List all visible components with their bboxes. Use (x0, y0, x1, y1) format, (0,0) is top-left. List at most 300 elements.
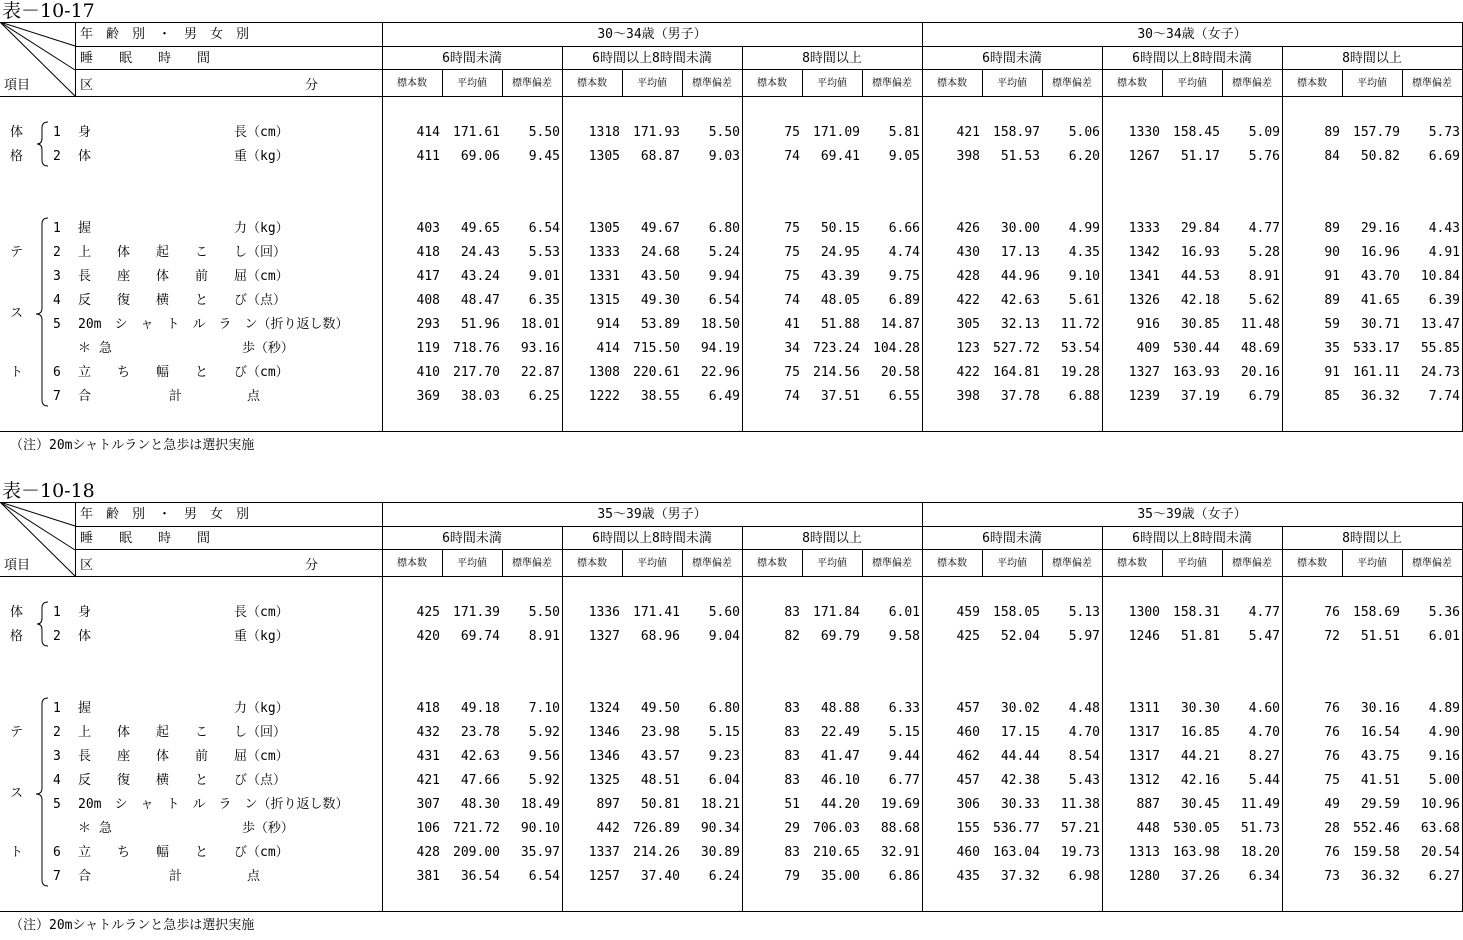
sample-count: 1317 (1128, 749, 1160, 764)
mean-value: 214.56 (813, 365, 860, 380)
stat-header: 標本数 (577, 558, 607, 569)
sample-count: 305 (956, 317, 980, 332)
mean-value: 29.59 (1360, 797, 1400, 812)
brace-body (37, 122, 48, 166)
sample-count: 431 (416, 749, 440, 764)
item-name: 長 座 体 前 屈（cm） (78, 749, 289, 764)
sample-count: 293 (416, 317, 440, 332)
stat-header: 平均値 (997, 78, 1027, 89)
mean-value: 158.69 (1353, 605, 1400, 620)
std-deviation: 6.35 (528, 293, 560, 308)
category-label-right: 分 (305, 558, 319, 573)
std-deviation: 9.01 (528, 269, 560, 284)
side-label-test: ト (10, 365, 24, 380)
mean-value: 42.38 (1000, 773, 1040, 788)
group-female-header: 35～39歳（女子） (1137, 507, 1247, 522)
std-deviation: 6.24 (708, 869, 740, 884)
mean-value: 51.81 (1180, 629, 1220, 644)
std-deviation: 4.89 (1428, 701, 1460, 716)
sample-count: 85 (1324, 389, 1340, 404)
item-name: 立 ち 幅 と び（cm） (78, 845, 289, 860)
mean-value: 17.15 (1000, 725, 1040, 740)
sample-count: 460 (956, 845, 980, 860)
mean-value: 163.04 (993, 845, 1040, 860)
std-deviation: 6.27 (1428, 869, 1460, 884)
sleep-category-header: 6時間未満 (442, 51, 502, 66)
mean-value: 44.96 (1000, 269, 1040, 284)
sample-count: 1331 (588, 269, 620, 284)
std-deviation: 4.35 (1068, 245, 1100, 260)
age-sex-label: 年 齢 別 ・ 男 女 別 (80, 27, 250, 42)
mean-value: 163.93 (1173, 365, 1220, 380)
sleep-category-header: 6時間以上8時間未満 (1132, 531, 1252, 546)
sample-count: 1308 (588, 365, 620, 380)
mean-value: 36.32 (1360, 869, 1400, 884)
std-deviation: 55.85 (1420, 341, 1460, 356)
sample-count: 426 (956, 221, 980, 236)
mean-value: 69.41 (820, 149, 860, 164)
sample-count: 430 (956, 245, 980, 260)
sample-count: 89 (1324, 221, 1340, 236)
item-number: 1 (53, 605, 61, 620)
mean-value: 48.47 (460, 293, 500, 308)
mean-value: 53.89 (640, 317, 680, 332)
mean-value: 69.06 (460, 149, 500, 164)
item-number: 5 (53, 797, 61, 812)
std-deviation: 57.21 (1060, 821, 1100, 836)
item-name: 上 体 起 こ し（回） (78, 725, 287, 740)
mean-value: 51.96 (460, 317, 500, 332)
mean-value: 49.65 (460, 221, 500, 236)
item-name: 20m シ ャ ト ル ラ ン（折り返し数） (78, 317, 349, 332)
mean-value: 42.63 (1000, 293, 1040, 308)
sample-count: 410 (416, 365, 440, 380)
std-deviation: 4.43 (1428, 221, 1460, 236)
sample-count: 83 (784, 773, 800, 788)
sample-count: 1280 (1128, 869, 1160, 884)
sleep-category-header: 6時間未満 (982, 531, 1042, 546)
std-deviation: 8.91 (528, 629, 560, 644)
mean-value: 209.00 (453, 845, 500, 860)
table-block (0, 0, 1463, 460)
item-name: ＊ 急 歩（秒） (78, 821, 294, 836)
sample-count: 432 (416, 725, 440, 740)
std-deviation: 18.50 (700, 317, 740, 332)
item-number: 2 (53, 629, 61, 644)
sample-count: 90 (1324, 245, 1340, 260)
std-deviation: 20.16 (1240, 365, 1280, 380)
std-deviation: 4.99 (1068, 221, 1100, 236)
mean-value: 158.05 (993, 605, 1040, 620)
std-deviation: 5.24 (708, 245, 740, 260)
mean-value: 47.66 (460, 773, 500, 788)
group-male-header: 30～34歳（男子） (597, 27, 707, 42)
sample-count: 462 (956, 749, 980, 764)
std-deviation: 11.49 (1240, 797, 1280, 812)
category-label-right: 分 (305, 78, 319, 93)
mean-value: 24.68 (640, 245, 680, 260)
sample-count: 1337 (588, 845, 620, 860)
std-deviation: 6.01 (888, 605, 920, 620)
item-name: 身 長（cm） (78, 605, 289, 620)
std-deviation: 7.74 (1428, 389, 1460, 404)
mean-value: 49.67 (640, 221, 680, 236)
sample-count: 914 (596, 317, 620, 332)
std-deviation: 5.76 (1248, 149, 1280, 164)
sample-count: 916 (1136, 317, 1160, 332)
mean-value: 37.19 (1180, 389, 1220, 404)
mean-value: 51.88 (820, 317, 860, 332)
sample-count: 1267 (1128, 149, 1160, 164)
std-deviation: 19.28 (1060, 365, 1100, 380)
age-sex-label: 年 齢 別 ・ 男 女 別 (80, 507, 250, 522)
std-deviation: 32.91 (880, 845, 920, 860)
mean-value: 42.16 (1180, 773, 1220, 788)
mean-value: 41.47 (820, 749, 860, 764)
sleep-category-header: 8時間以上 (1342, 531, 1402, 546)
sample-count: 1333 (1128, 221, 1160, 236)
std-deviation: 6.66 (888, 221, 920, 236)
mean-value: 43.75 (1360, 749, 1400, 764)
sample-count: 1305 (588, 221, 620, 236)
mean-value: 42.63 (460, 749, 500, 764)
mean-value: 715.50 (633, 341, 680, 356)
sample-count: 1327 (588, 629, 620, 644)
mean-value: 69.74 (460, 629, 500, 644)
std-deviation: 24.73 (1420, 365, 1460, 380)
footnote: （注）20mシャトルランと急歩は選択実施 (10, 438, 255, 453)
side-label-test: テ (10, 725, 24, 740)
sample-count: 83 (784, 701, 800, 716)
mean-value: 51.51 (1360, 629, 1400, 644)
std-deviation: 6.54 (708, 293, 740, 308)
mean-value: 35.00 (820, 869, 860, 884)
mean-value: 16.93 (1180, 245, 1220, 260)
group-male-header: 35～39歳（男子） (597, 507, 707, 522)
mean-value: 43.57 (640, 749, 680, 764)
sample-count: 82 (784, 629, 800, 644)
std-deviation: 5.00 (1428, 773, 1460, 788)
mean-value: 718.76 (453, 341, 500, 356)
std-deviation: 10.96 (1420, 797, 1460, 812)
mean-value: 43.50 (640, 269, 680, 284)
std-deviation: 18.20 (1240, 845, 1280, 860)
mean-value: 29.84 (1180, 221, 1220, 236)
item-number: 5 (53, 317, 61, 332)
stat-header: 標本数 (1297, 78, 1327, 89)
std-deviation: 5.15 (888, 725, 920, 740)
sample-count: 414 (416, 125, 440, 140)
side-label-body: 体 (10, 125, 24, 140)
mean-value: 30.30 (1180, 701, 1220, 716)
std-deviation: 18.21 (700, 797, 740, 812)
std-deviation: 6.86 (888, 869, 920, 884)
mean-value: 43.24 (460, 269, 500, 284)
item-number: 6 (53, 365, 61, 380)
diagonal-line (0, 22, 75, 46)
mean-value: 552.46 (1353, 821, 1400, 836)
sample-count: 1342 (1128, 245, 1160, 260)
brace-body (37, 602, 48, 646)
std-deviation: 10.84 (1420, 269, 1460, 284)
mean-value: 16.85 (1180, 725, 1220, 740)
std-deviation: 5.50 (528, 605, 560, 620)
item-name: ＊ 急 歩（秒） (78, 341, 294, 356)
mean-value: 533.17 (1353, 341, 1400, 356)
std-deviation: 5.47 (1248, 629, 1280, 644)
std-deviation: 9.10 (1068, 269, 1100, 284)
sample-count: 76 (1324, 725, 1340, 740)
sample-count: 420 (416, 629, 440, 644)
item-name: 体 重（kg） (78, 149, 289, 164)
mean-value: 158.97 (993, 125, 1040, 140)
sample-count: 414 (596, 341, 620, 356)
sample-count: 1311 (1128, 701, 1160, 716)
mean-value: 36.54 (460, 869, 500, 884)
sleep-category-header: 6時間以上8時間未満 (592, 531, 712, 546)
mean-value: 38.55 (640, 389, 680, 404)
sample-count: 155 (956, 821, 980, 836)
item-name: 長 座 体 前 屈（cm） (78, 269, 289, 284)
stat-header: 標準偏差 (512, 78, 552, 89)
std-deviation: 5.53 (528, 245, 560, 260)
std-deviation: 9.94 (708, 269, 740, 284)
side-label-test: ス (10, 786, 24, 801)
sample-count: 1346 (588, 749, 620, 764)
std-deviation: 6.54 (528, 869, 560, 884)
mean-value: 68.96 (640, 629, 680, 644)
mean-value: 214.26 (633, 845, 680, 860)
mean-value: 37.40 (640, 869, 680, 884)
sample-count: 421 (956, 125, 980, 140)
side-label-test: ス (10, 306, 24, 321)
std-deviation: 35.97 (520, 845, 560, 860)
sample-count: 408 (416, 293, 440, 308)
item-name: 反 復 横 と び（点） (78, 773, 287, 788)
sample-count: 35 (1324, 341, 1340, 356)
sleep-time-label: 睡 眠 時 間 (80, 51, 211, 66)
std-deviation: 5.44 (1248, 773, 1280, 788)
std-deviation: 5.43 (1068, 773, 1100, 788)
mean-value: 48.05 (820, 293, 860, 308)
std-deviation: 88.68 (880, 821, 920, 836)
mean-value: 68.87 (640, 149, 680, 164)
sample-count: 398 (956, 389, 980, 404)
mean-value: 171.41 (633, 605, 680, 620)
std-deviation: 6.54 (528, 221, 560, 236)
sample-count: 442 (596, 821, 620, 836)
stat-header: 平均値 (817, 558, 847, 569)
sample-count: 49 (1324, 797, 1340, 812)
mean-value: 171.93 (633, 125, 680, 140)
item-number: 7 (53, 869, 61, 884)
item-name: 合 計 点 (78, 869, 261, 884)
mean-value: 41.51 (1360, 773, 1400, 788)
mean-value: 171.39 (453, 605, 500, 620)
item-number: 2 (53, 725, 61, 740)
std-deviation: 6.80 (708, 221, 740, 236)
mean-value: 220.61 (633, 365, 680, 380)
stat-header: 標準偏差 (872, 558, 912, 569)
footnote: （注）20mシャトルランと急歩は選択実施 (10, 918, 255, 933)
std-deviation: 5.92 (528, 725, 560, 740)
item-number: 1 (53, 221, 61, 236)
sleep-category-header: 6時間以上8時間未満 (592, 51, 712, 66)
std-deviation: 22.87 (520, 365, 560, 380)
mean-value: 50.82 (1360, 149, 1400, 164)
std-deviation: 9.03 (708, 149, 740, 164)
item-number: 4 (53, 773, 61, 788)
sample-count: 1330 (1128, 125, 1160, 140)
sample-count: 428 (956, 269, 980, 284)
sample-count: 83 (784, 845, 800, 860)
sleep-category-header: 6時間未満 (442, 531, 502, 546)
std-deviation: 90.10 (520, 821, 560, 836)
std-deviation: 13.47 (1420, 317, 1460, 332)
std-deviation: 9.44 (888, 749, 920, 764)
brace-test (36, 698, 48, 886)
std-deviation: 5.92 (528, 773, 560, 788)
mean-value: 43.70 (1360, 269, 1400, 284)
std-deviation: 4.70 (1248, 725, 1280, 740)
mean-value: 44.20 (820, 797, 860, 812)
sample-count: 1341 (1128, 269, 1160, 284)
stat-header: 平均値 (997, 558, 1027, 569)
std-deviation: 5.06 (1068, 125, 1100, 140)
mean-value: 30.71 (1360, 317, 1400, 332)
sample-count: 417 (416, 269, 440, 284)
mean-value: 30.45 (1180, 797, 1220, 812)
sample-count: 457 (956, 773, 980, 788)
sample-count: 83 (784, 749, 800, 764)
mean-value: 30.33 (1000, 797, 1040, 812)
sample-count: 75 (784, 221, 800, 236)
mean-value: 163.98 (1173, 845, 1220, 860)
std-deviation: 20.58 (880, 365, 920, 380)
std-deviation: 8.27 (1248, 749, 1280, 764)
sample-count: 1312 (1128, 773, 1160, 788)
stat-header: 標本数 (937, 78, 967, 89)
std-deviation: 18.01 (520, 317, 560, 332)
sample-count: 76 (1324, 605, 1340, 620)
mean-value: 42.18 (1180, 293, 1220, 308)
sample-count: 1239 (1128, 389, 1160, 404)
sample-count: 459 (956, 605, 980, 620)
sample-count: 1313 (1128, 845, 1160, 860)
stat-header: 平均値 (1177, 558, 1207, 569)
item-name: 20m シ ャ ト ル ラ ン（折り返し数） (78, 797, 349, 812)
group-female-header: 30～34歳（女子） (1137, 27, 1247, 42)
std-deviation: 9.05 (888, 149, 920, 164)
sample-count: 91 (1324, 269, 1340, 284)
std-deviation: 9.16 (1428, 749, 1460, 764)
std-deviation: 51.73 (1240, 821, 1280, 836)
mean-value: 30.02 (1000, 701, 1040, 716)
sample-count: 428 (416, 845, 440, 860)
item-number: 7 (53, 389, 61, 404)
sample-count: 897 (596, 797, 620, 812)
std-deviation: 14.87 (880, 317, 920, 332)
std-deviation: 5.73 (1428, 125, 1460, 140)
stat-header: 標準偏差 (1412, 78, 1452, 89)
sample-count: 369 (416, 389, 440, 404)
table-title: 表－10-17 (2, 0, 95, 22)
mean-value: 48.51 (640, 773, 680, 788)
item-name: 立 ち 幅 と び（cm） (78, 365, 289, 380)
std-deviation: 5.50 (528, 125, 560, 140)
sample-count: 306 (956, 797, 980, 812)
diagonal-line (0, 22, 75, 70)
std-deviation: 6.01 (1428, 629, 1460, 644)
mean-value: 24.43 (460, 245, 500, 260)
std-deviation: 5.28 (1248, 245, 1280, 260)
mean-value: 158.45 (1173, 125, 1220, 140)
mean-value: 69.79 (820, 629, 860, 644)
sample-count: 457 (956, 701, 980, 716)
std-deviation: 5.81 (888, 125, 920, 140)
item-number: 1 (53, 125, 61, 140)
stat-header: 標本数 (1297, 558, 1327, 569)
item-number: 6 (53, 845, 61, 860)
stat-header: 平均値 (1357, 558, 1387, 569)
mean-value: 726.89 (633, 821, 680, 836)
std-deviation: 19.73 (1060, 845, 1100, 860)
sleep-category-header: 6時間未満 (982, 51, 1042, 66)
stat-header: 標準偏差 (692, 558, 732, 569)
sample-count: 1318 (588, 125, 620, 140)
sample-count: 83 (784, 725, 800, 740)
mean-value: 37.32 (1000, 869, 1040, 884)
sleep-category-header: 8時間以上 (802, 51, 862, 66)
stat-header: 標本数 (937, 558, 967, 569)
sample-count: 75 (784, 125, 800, 140)
sample-count: 74 (784, 149, 800, 164)
mean-value: 30.16 (1360, 701, 1400, 716)
sample-count: 34 (784, 341, 800, 356)
std-deviation: 6.20 (1068, 149, 1100, 164)
mean-value: 16.96 (1360, 245, 1400, 260)
table-block (0, 480, 1463, 940)
std-deviation: 6.89 (888, 293, 920, 308)
std-deviation: 5.61 (1068, 293, 1100, 308)
item-name: 合 計 点 (78, 389, 261, 404)
sample-count: 74 (784, 293, 800, 308)
std-deviation: 11.48 (1240, 317, 1280, 332)
sleep-category-header: 6時間以上8時間未満 (1132, 51, 1252, 66)
sample-count: 435 (956, 869, 980, 884)
mean-value: 157.79 (1353, 125, 1400, 140)
sample-count: 72 (1324, 629, 1340, 644)
stat-header: 平均値 (637, 558, 667, 569)
sleep-category-header: 8時間以上 (802, 531, 862, 546)
item-number: 3 (53, 749, 61, 764)
mean-value: 530.44 (1173, 341, 1220, 356)
sample-count: 1325 (588, 773, 620, 788)
sample-count: 409 (1136, 341, 1160, 356)
sample-count: 119 (416, 341, 440, 356)
mean-value: 23.78 (460, 725, 500, 740)
stat-header: 標準偏差 (872, 78, 912, 89)
sample-count: 79 (784, 869, 800, 884)
std-deviation: 6.25 (528, 389, 560, 404)
brace-test (36, 218, 48, 406)
sample-count: 1305 (588, 149, 620, 164)
sample-count: 1257 (588, 869, 620, 884)
std-deviation: 93.16 (520, 341, 560, 356)
std-deviation: 8.54 (1068, 749, 1100, 764)
sample-count: 887 (1136, 797, 1160, 812)
std-deviation: 9.23 (708, 749, 740, 764)
